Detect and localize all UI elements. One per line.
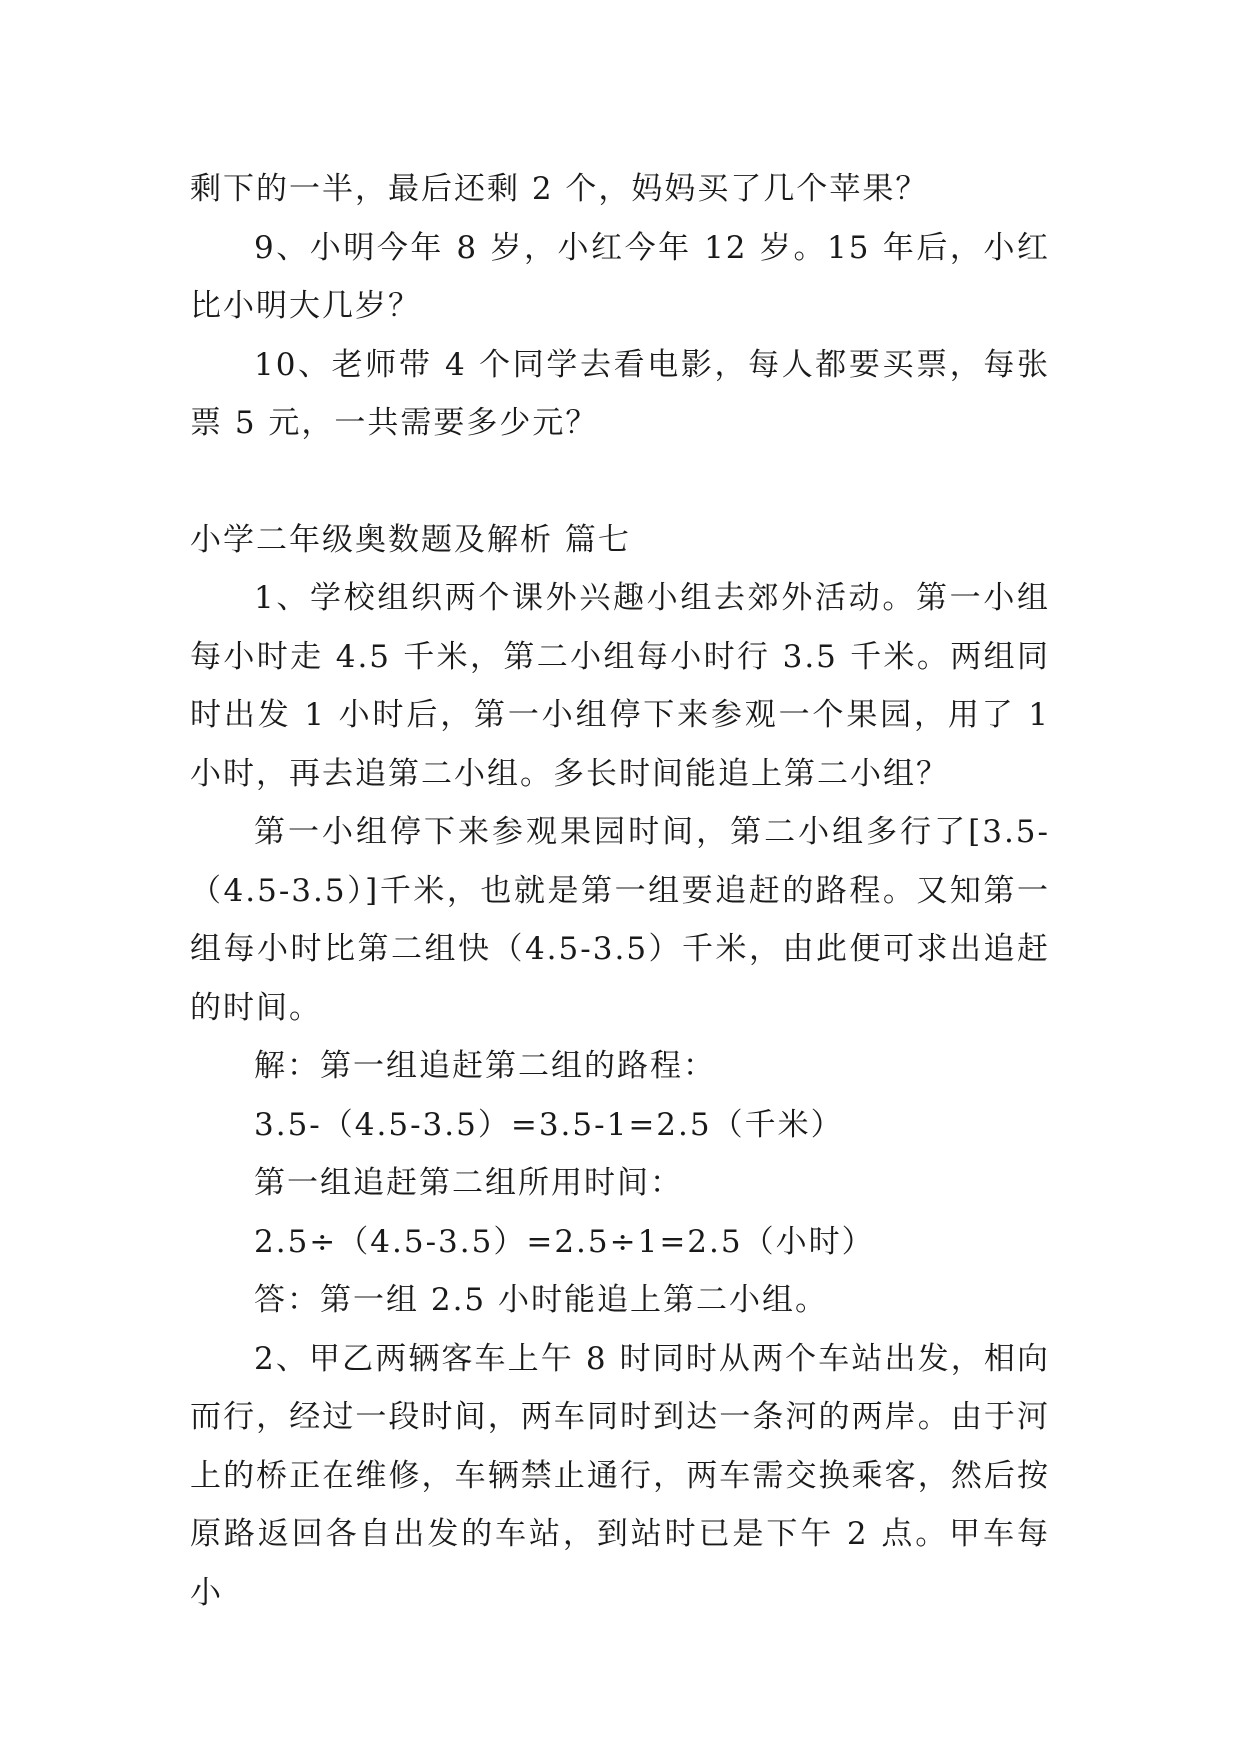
answer-paragraph: 答：第一组 2.5 小时能追上第二小组。	[254, 1282, 829, 1318]
section-heading: 小学二年级奥数题及解析 篇七	[190, 521, 631, 558]
problem-2: 2、甲乙两辆客车上午 8 时同时从两个车站出发，相向而行，经过一段时间，两车同时到达一条河的两岸。由于河上的桥正在维修，车辆禁止通行，两车需交换乘客，然后按原路返回各自出发的车站，到站时已是下午 2 点。甲车每小	[190, 1340, 1050, 1611]
document-body	[190, 160, 1050, 1622]
solution-step-1-formula: 3.5-（4.5-3.5）=3.5-1=2.5（千米）	[254, 1106, 844, 1143]
problem-1: 1、学校组织两个课外兴趣小组去郊外活动。第一小组每小时走 4.5 千米，第二小组每小时行 3.5 千米。两组同时出发 1 小时后，第一小组停下来参观一个果园，用了 1 小时，再去追第二小组。多长时间能追上第二小组？	[190, 580, 1050, 792]
solution-step-1-label: 解：第一组追赶第二组的路程：	[254, 1048, 716, 1084]
solution-step-2-formula: 2.5÷（4.5-3.5）=2.5÷1=2.5（小时）	[254, 1223, 875, 1260]
paragraph-continuation: 剩下的一半，最后还剩 2 个，妈妈买了几个苹果？	[190, 171, 929, 207]
problem-10: 10、老师带 4 个同学去看电影，每人都要买票，每张票 5 元，一共需要多少元？	[190, 346, 1050, 441]
solution-step-2-label: 第一组追赶第二组所用时间：	[254, 1165, 683, 1201]
problem-9: 9、小明今年 8 岁，小红今年 12 岁。15 年后，小红比小明大几岁？	[190, 229, 1050, 324]
analysis-paragraph: 第一小组停下来参观果园时间，第二小组多行了[3.5-（4.5-3.5）]千米，也就是第一组要追赶的路程。又知第一组每小时比第二组快（4.5-3.5）千米，由此便可求出追赶的时间。	[190, 814, 1050, 1026]
